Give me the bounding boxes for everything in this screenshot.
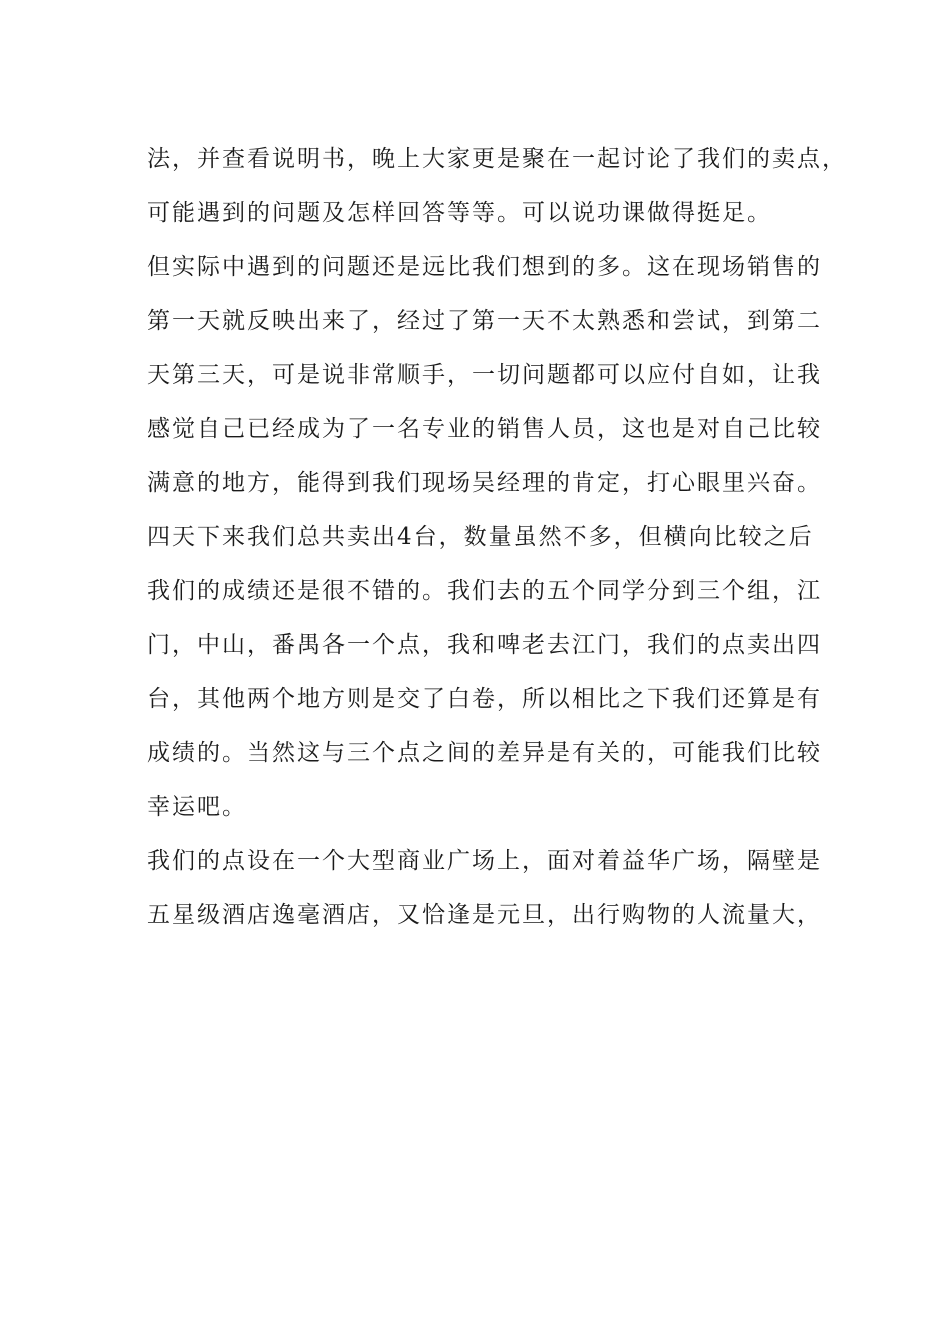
text-line: 感觉自己已经成为了一名专业的销售人员，这也是对自己比较 bbox=[147, 416, 822, 442]
text-line: 成绩的。当然这与三个点之间的差异是有关的，可能我们比较 bbox=[147, 740, 822, 766]
text-line: 天第三天，可是说非常顺手，一切问题都可以应付自如，让我 bbox=[147, 362, 822, 388]
text-line: 我们的点设在一个大型商业广场上，面对着益华广场，隔壁是 bbox=[147, 848, 822, 874]
text-line: 幸运吧。 bbox=[147, 794, 247, 820]
text-line: 门，中山，番禺各一个点，我和啤老去江门，我们的点卖出四 bbox=[147, 632, 822, 658]
body-text bbox=[147, 132, 847, 942]
text-line: 我们的成绩还是很不错的。我们去的五个同学分到三个组，江 bbox=[147, 578, 822, 604]
text-line: 第一天就反映出来了，经过了第一天不太熟悉和尝试，到第二 bbox=[147, 308, 822, 334]
text-line: 满意的地方，能得到我们现场吴经理的肯定，打心眼里兴奋。 bbox=[147, 470, 822, 496]
text-line: 台，其他两个地方则是交了白卷，所以相比之下我们还算是有 bbox=[147, 686, 822, 712]
text-line: 可能遇到的问题及怎样回答等等。可以说功课做得挺足。 bbox=[147, 200, 772, 226]
text-line: 四天下来我们总共卖出4台，数量虽然不多，但横向比较之后 bbox=[147, 524, 814, 550]
text-line: 五星级酒店逸毫酒店，又恰逢是元旦，出行购物的人流量大， bbox=[147, 902, 822, 928]
text-line: 但实际中遇到的问题还是远比我们想到的多。这在现场销售的 bbox=[147, 254, 822, 280]
text-line: 法，并查看说明书，晚上大家更是聚在一起讨论了我们的卖点， bbox=[147, 146, 847, 172]
